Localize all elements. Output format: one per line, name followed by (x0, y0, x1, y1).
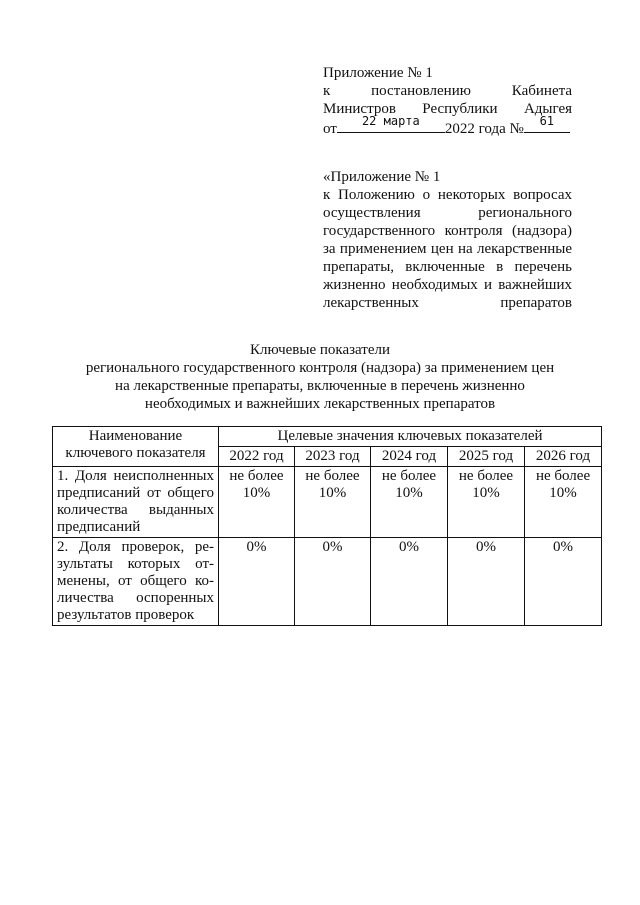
indicator-value: 0% (219, 538, 295, 626)
regulation-line: за применением цен на лекарственные (323, 241, 572, 257)
number-field (524, 114, 570, 133)
appendix-resolution-line: к постановлению Кабинета (323, 83, 572, 99)
regulation-reference (323, 168, 572, 312)
indicators-table (52, 426, 602, 626)
appendix-header (323, 64, 572, 138)
indicator-name: 2. Доля проверок, ре-зультаты которых от-менены, от общего ко-личества оспоренных результатов проверок (53, 538, 219, 626)
regulation-line: к Положению о некоторых вопросах (323, 187, 572, 203)
regulation-line: препараты, включенные в перечень (323, 259, 572, 275)
indicator-value: 0% (448, 538, 525, 626)
indicator-value: не более 10% (371, 467, 448, 538)
number-handwritten: 61 (539, 114, 555, 128)
regulation-line: «Приложение № 1 (323, 169, 441, 185)
indicator-value: 0% (295, 538, 371, 626)
title-line: регионального государственного контроля (надзора) за применением цен (85, 360, 555, 376)
indicator-name: 1. Доля неисполненных предписаний от общего количества выданных предписаний (53, 467, 219, 538)
year-header: 2023 год (295, 447, 371, 467)
indicator-value: 0% (371, 538, 448, 626)
year-header: 2022 год (219, 447, 295, 467)
date-handwritten: 22 марта (361, 114, 420, 128)
date-prefix: от (323, 121, 337, 137)
indicator-value: не более 10% (448, 467, 525, 538)
document-title (40, 341, 600, 413)
appendix-date-line (323, 114, 572, 138)
appendix-cabinet-line: Министров Республики Адыгея (323, 101, 572, 117)
regulation-line: лекарственных препаратов (323, 295, 572, 311)
year-header: 2024 год (371, 447, 448, 467)
title-line: Ключевые показатели (249, 342, 391, 358)
regulation-line: осуществления регионального (323, 205, 572, 221)
title-line: на лекарственные препараты, включенные в перечень жизненно (115, 378, 525, 394)
target-values-header: Целевые значения ключевых показателей (219, 427, 602, 447)
indicator-value: не более 10% (219, 467, 295, 538)
title-line: необходимых и важнейших лекарственных препаратов (144, 396, 496, 412)
year-header: 2025 год (448, 447, 525, 467)
regulation-line: жизненно необходимых и важнейших (323, 277, 572, 293)
indicator-value: не более 10% (525, 467, 602, 538)
regulation-line: государственного контроля (надзора) (323, 223, 572, 239)
appendix-number: Приложение № 1 (323, 65, 433, 81)
table-row (53, 538, 602, 626)
table-header-row (53, 427, 602, 447)
indicator-name-header: Наименование ключевого показателя (53, 427, 219, 467)
year-header: 2026 год (525, 447, 602, 467)
table-row (53, 467, 602, 538)
indicator-value: не более 10% (295, 467, 371, 538)
date-suffix: 2022 года № (444, 121, 524, 137)
indicator-value: 0% (525, 538, 602, 626)
date-field (337, 114, 445, 133)
